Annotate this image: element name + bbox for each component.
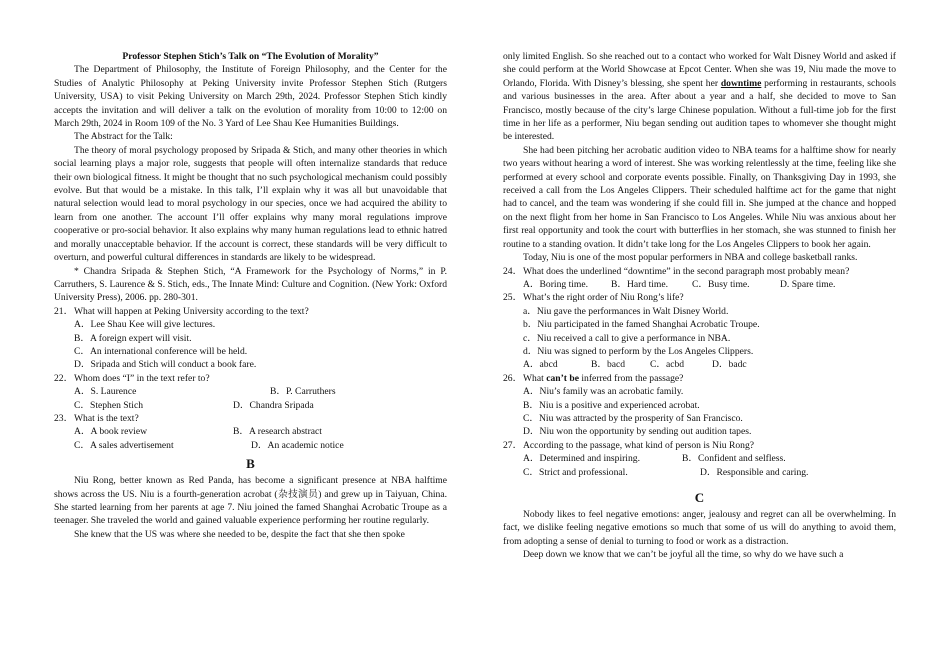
option-a[interactable]: A．Determined and inspiring. (523, 453, 640, 465)
option-c[interactable]: C．Stephen Stich (74, 399, 144, 411)
left-column (54, 50, 447, 541)
option-a[interactable]: A．Boring time. (523, 278, 589, 290)
option-c[interactable]: C．Niu was attracted by the prosperity of San Francisco. (523, 412, 743, 424)
option-a[interactable]: A．abcd (523, 359, 558, 371)
question-number: 21． (54, 305, 74, 317)
question-number: 27． (503, 439, 523, 451)
option-b[interactable]: B．Hard time. (611, 278, 669, 290)
event-b: b．Niu participated in the famed Shanghai Acrobatic Troupe. (523, 319, 760, 331)
abstract-label: The Abstract for the Talk: (74, 131, 173, 143)
footnote: * Chandra Sripada & Stephen Stich, “A Framework for the Psychology of Norms,” in P. Carruthers, S. Laurence & S. Stich, eds., The Innate Mind: Culture and Cognition. (New York: Oxford University Press), 2006. pp. 280-301. (54, 265, 447, 304)
question-21 (54, 305, 447, 318)
right-column (503, 50, 896, 562)
option-b[interactable]: B．bacd (591, 359, 626, 371)
question-number: 25． (503, 292, 523, 304)
paragraph-text: only limited English. So she reached out to a contact who worked for Walt Disney World and asked if she could perform at the World Showcase at Epcot Center. When she was 19, Niu made the move to Orlando, Florida. With Disney’s blessing, she spent her (503, 51, 896, 89)
options-row (503, 452, 896, 465)
options-row (54, 385, 447, 398)
passage-b-paragraph-3: She had been pitching her acrobatic audition video to NBA teams for a halftime show for nearly two years without hearing a word of interest. She was working relentlessly at the time, feeling like she performed at every school and corporate events possible. Finally, on Thanksgiving Day in 1993, she received a call from the Los Angeles Clippers. Their scheduled halftime act for the game that night had to cancel, and the team was wondering if she could fill in. She jumped at the chance and hopped on the next flight from her home in San Francisco to Los Angeles. While Niu was anxious about her first real opportunity and took the court with butterflies in her stomach, she was stunned to finish her routine to a standing ovation. It didn’t take long for the Los Angeles Clippers to book her again. (503, 144, 896, 250)
question-24 (503, 265, 896, 278)
option-b[interactable]: B．Niu is a positive and experienced acrobat. (523, 399, 700, 411)
question-25 (503, 291, 896, 304)
passage-c-paragraph-1: Nobody likes to feel negative emotions: anger, jealousy and regret can all be overwhelming. In fact, we dislike feeling negative emotions so much that some of us will do anything to avoid them, from adopting a sense of denial to turning to food or work as a distraction. (503, 509, 896, 547)
question-26 (503, 372, 896, 385)
option-d[interactable]: D．Niu won the opportunity by sending out audition tapes. (523, 426, 752, 438)
passage-c-paragraph-2: Deep down we know that we can’t be joyful all the time, so why do we have such a (523, 549, 844, 561)
option-c[interactable]: C．acbd (650, 359, 685, 371)
option-b[interactable]: B．P. Carruthers (270, 386, 336, 398)
intro-paragraph: The Department of Philosophy, the Institute of Foreign Philosophy, and the Center for the Studies of Analytic Philosophy at Peking University invite Professor Stephen Stich (Rutgers University, USA) to visit Peking University on March 29th, 2024. Professor Stephen Stich kindly accepts the invitation and will deliver a talk on the evolution of morality from 10:00 to 12:00 on March 29th, 2024 in Room 109 of the No. 3 Yard of Lee Shau Kee Humanities Buildings. (54, 64, 447, 130)
option-d[interactable]: D．An academic notice (251, 439, 344, 451)
paragraph-text: performing in restaurants, schools and various businesses in the area. After about a year and a half, she decided to move to San Francisco, mostly because of the city’s large Chinese population. Without a full-time job for the first time in her life as a performer, Niu began sending out audition tapes to whomever she thought might be interested. (503, 77, 896, 143)
underlined-word-downtime: downtime (720, 77, 762, 89)
question-22 (54, 372, 447, 385)
option-d[interactable]: D．Sripada and Stich will conduct a book fare. (74, 359, 257, 371)
option-a[interactable]: A．S. Laurence (74, 386, 137, 398)
option-a[interactable]: A．Niu’s family was an acrobatic family. (523, 386, 684, 398)
question-23 (54, 412, 447, 425)
option-c[interactable]: C．An international conference will be held. (74, 345, 248, 357)
abstract-paragraph: The theory of moral psychology proposed by Sripada & Stich, and many other theories in which social learning plays a major role, suggests that people will often internalize standards that reduce their own biological fitness. It might be thought that no such psychological mechanism could possibly evolve. But that would be a mistake. In this talk, I’ll explain why it was all but unavoidable that natural selection would lead to moral psychology in our species, once we had acquired the ability to learn from one another. The account I’ll offer explains why many moral regulations improve cooperative or pro-social behavior. It also explains why many human regulations lead to ethnic hatred and morally unacceptable behavior. If the account is correct, these standards will be very difficult to overturn, and powerful cultural differences in standards are likely to be widespread. (54, 144, 447, 264)
section-heading-c: C (694, 490, 705, 505)
options-row (54, 425, 447, 438)
event-c: c．Niu received a call to give a performance in NBA. (523, 332, 731, 344)
option-d[interactable]: D．badc (712, 359, 747, 371)
passage-b-paragraph-1: Niu Rong, better known as Red Panda, has become a significant presence at NBA halftime shows across the US. Niu is a fourth-generation acrobat (杂技演员) and grew up in Taiyuan, China. She started learning from her parents at age 7. Niu joined the famed Shanghai Acrobatic Troupe as a teenager. She traveled the world and gained valuable experience performing her routine regularly. (54, 475, 447, 527)
emphasis-cant-be: can’t be (546, 372, 579, 384)
question-number: 26． (503, 372, 523, 384)
option-a[interactable]: A．A book review (74, 426, 148, 438)
option-d[interactable]: D．Chandra Sripada (233, 399, 314, 411)
event-a: a．Niu gave the performances in Walt Disney World. (523, 305, 729, 317)
question-text: Whom does “I” in the text refer to? (74, 372, 210, 384)
question-number: 24． (503, 265, 523, 277)
option-b[interactable]: B．A foreign expert will visit. (74, 332, 192, 344)
options-row (54, 399, 447, 412)
question-text: According to the passage, what kind of person is Niu Rong? (523, 439, 755, 451)
question-27 (503, 439, 896, 452)
event-d: d．Niu was signed to perform by the Los Angeles Clippers. (523, 345, 754, 357)
option-d[interactable]: D．Responsible and caring. (700, 466, 809, 478)
question-text-part: inferred from the passage? (578, 372, 684, 384)
question-text: What does the underlined “downtime” in the second paragraph most probably mean? (523, 265, 850, 277)
question-text: What is the text? (74, 412, 139, 424)
option-c[interactable]: C．A sales advertisement (74, 439, 174, 451)
option-b[interactable]: B．Confident and selfless. (682, 453, 786, 465)
options-row (54, 439, 447, 452)
question-text (523, 372, 683, 385)
option-d[interactable]: D. Spare time. (780, 278, 836, 290)
options-row (503, 278, 896, 291)
option-c[interactable]: C．Strict and professional. (523, 466, 628, 478)
passage-title: Professor Stephen Stich’s Talk on “The Evolution of Morality” (122, 51, 379, 62)
question-text: What will happen at Peking University according to the text? (74, 305, 309, 317)
question-text: What’s the right order of Niu Rong’s life? (523, 292, 684, 304)
options-row (503, 466, 896, 479)
question-text-part: What (523, 372, 547, 384)
options-row (503, 358, 896, 371)
question-number: 23． (54, 412, 74, 424)
passage-b-paragraph-2: She knew that the US was where she needed to be, despite the fact that she then spoke (74, 528, 405, 540)
passage-b-paragraph-4: Today, Niu is one of the most popular performers in NBA and college basketball ranks. (523, 252, 858, 264)
question-number: 22． (54, 372, 74, 384)
section-heading-b: B (246, 456, 255, 472)
passage-b-paragraph-2-continued (503, 50, 896, 144)
option-b[interactable]: B．A research abstract (233, 426, 322, 438)
option-a[interactable]: A．Lee Shau Kee will give lectures. (74, 319, 216, 331)
option-c[interactable]: C．Busy time. (692, 278, 750, 290)
